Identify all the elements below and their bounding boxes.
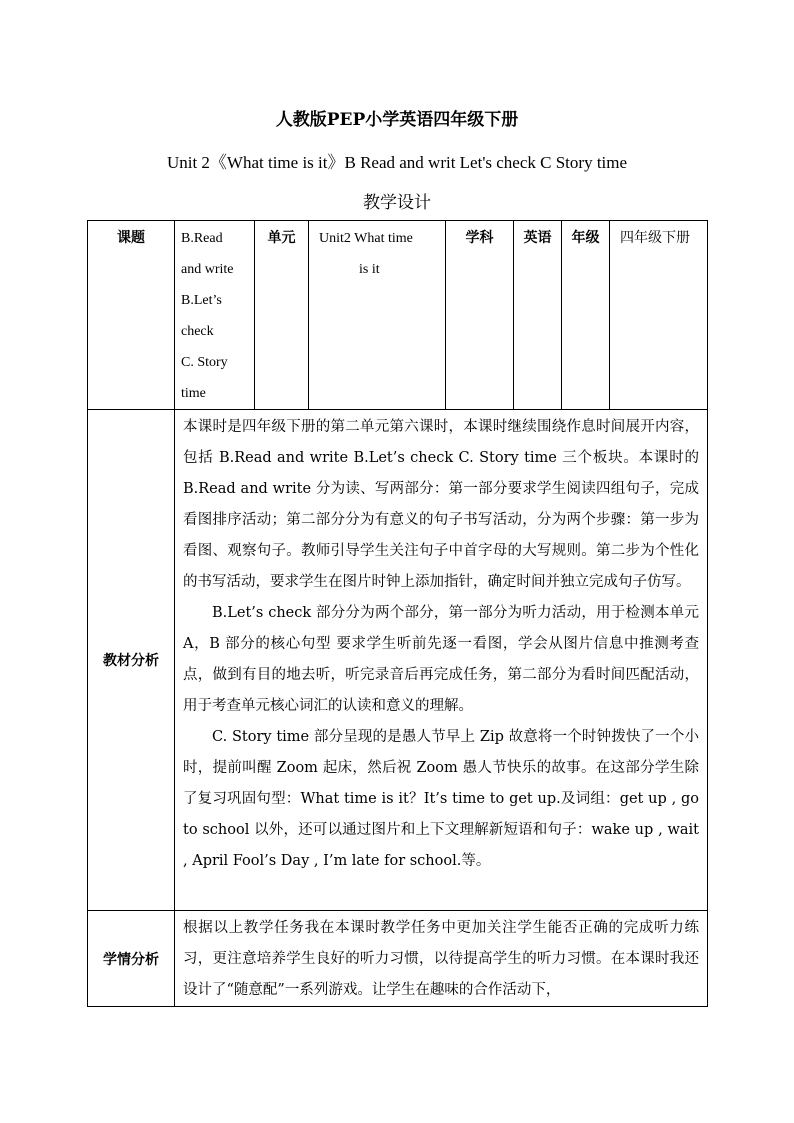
unit-label: 单元 — [255, 221, 309, 410]
student-analysis-content — [175, 911, 708, 1007]
material-paragraph: 本课时是四年级下册的第二单元第六课时，本课时继续围绕作息时间展开内容，包括 B.Read and write B.Let’s check C. Story time 三个板块。本课时的 B.Read and write 分为读、写两部分：第一部分要求学生阅读四组句子，完成看图排序活动；第二部分分为有意义的句子书写活动，分为两个步骤：第一步为看图、观察句子。教师引导学生关注句子中首字母的大写规则。第二步为个性化的书写活动，要求学生在图片时钟上添加指针，确定时间并独立完成句子仿写。 — [183, 419, 699, 590]
subject-label: 学科 — [446, 221, 514, 410]
grade-label: 年级 — [562, 221, 610, 410]
material-paragraph: C. Story time 部分呈现的是愚人节早上 Zip 故意将一个时钟拨快了一个小时，提前叫醒 Zoom 起床，然后祝 Zoom 愚人节快乐的故事。在这部分学生除了复习巩固句型：What time is it？It’s time to get up.及词组：get up , go to school 以外，还可以通过图片和上下文理解新短语和句子：wake up , wait , April Fool’s Day , I’m late for school.等。 — [183, 729, 699, 869]
material-paragraph: B.Let’s check 部分分为两个部分，第一部分为听力活动，用于检测本单元 A，B 部分的核心句型 要求学生听前先逐一看图，学会从图片信息中推测考查点，做到有目的地去听，听完录音后再完成任务，第二部分为看时间匹配活动，用于考查单元核心词汇的认读和意义的理解。 — [183, 605, 699, 714]
document-type: 教学设计 — [363, 193, 431, 213]
table-row-student-analysis — [88, 911, 708, 1007]
document-title: 人教版PEP小学英语四年级下册 — [275, 110, 519, 130]
material-analysis-content — [175, 410, 708, 911]
topic-label: 课题 — [88, 221, 175, 410]
topic-value: B.Read and write B.Let’s check C. Story time — [175, 221, 255, 410]
table-row-material-analysis — [88, 410, 708, 911]
document-subtitle: Unit 2《What time is it》B Read and writ Let's check C Story time — [166, 153, 628, 172]
unit-value: Unit2 What time is it — [309, 221, 446, 410]
material-analysis-label: 教材分析 — [88, 410, 175, 911]
lesson-plan-table — [87, 220, 708, 1007]
subject-value: 英语 — [514, 221, 562, 410]
student-paragraph: 根据以上教学任务我在本课时教学任务中更加关注学生能否正确的完成听力练习，更注意培养学生良好的听力习惯，以待提高学生的听力习惯。在本课时我还设计了“随意配”一系列游戏。让学生在趣味的合作活动下， — [183, 920, 699, 998]
grade-value: 四年级下册 — [610, 221, 708, 410]
student-analysis-label: 学情分析 — [88, 911, 175, 1007]
table-row-topic — [88, 221, 708, 410]
